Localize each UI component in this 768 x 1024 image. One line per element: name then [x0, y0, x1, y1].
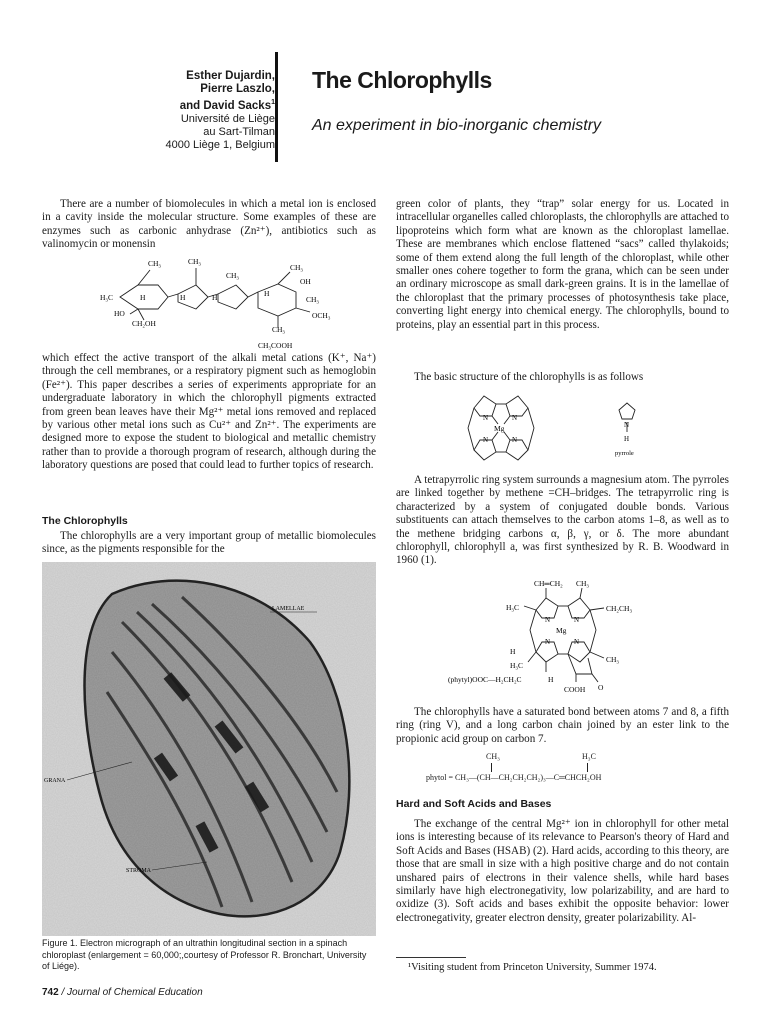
porphyrin-n: N: [483, 436, 489, 444]
author-footnote-marker: 1: [271, 99, 275, 106]
monensin-label: CH₃: [188, 257, 202, 266]
porphyrin-n: N: [483, 414, 489, 422]
article-subtitle: An experiment in bio-inorganic chemistry: [312, 117, 602, 134]
monensin-label: H: [140, 293, 146, 302]
micrograph-label-grana: GRANA: [44, 778, 66, 784]
monensin-label: CH₃: [226, 271, 240, 280]
right-paragraph-5: The exchange of the central Mg²⁺ ion in chlorophyll for other metal ions is interesting because of its relevance to Pearson's theory of Hard and Soft Acids and Bases (HSAB) (2). Hard acids, according to this theory, are those that are small in size with a high positive charge and do not contain unshared pairs of electrons in their valence shells, while hard bases similarly have high electronegativity, low polarizability, and are hard to oxidize (3). Soft acids and bases exhibit the opposite behavior: lower electronegativity, greater electron density, greater polarizability. Al-: [396, 818, 729, 924]
chl-label: CH═CH₂: [534, 579, 563, 588]
section-heading-hsab: Hard and Soft Acids and Bases: [396, 798, 552, 810]
monensin-label: H: [212, 293, 218, 302]
monensin-label: H₃C: [100, 293, 114, 302]
porphyrin-mg: Mg: [494, 424, 505, 433]
affiliation-2: au Sart-Tilman: [203, 125, 275, 138]
author-3: [100, 96, 275, 113]
chl-label: H: [510, 647, 516, 656]
monensin-label: CH₃: [148, 259, 162, 268]
author-block: [100, 70, 275, 152]
chl-label: CH₃: [606, 655, 620, 664]
figure-1-caption: Figure 1. Electron micrograph of an ultrathin longitudinal section in a spinach chloroplast (enlargement = 60,000;,courtesy of Professor R. Bronchart, University of Liége).: [42, 938, 367, 971]
intro-paragraph-continued: which effect the active transport of the alkali metal cations (K⁺, Na⁺) through the cell membranes, or a respiratory pigment such as hemoglobin (Fe²⁺). This paper describes a series of experiments appropriate for an undergraduate laboratory in which the chlorophyll pigments extracted from green bean leaves have their Mg²⁺ metal ions removed and replaced by various other metal ions such as Cu²⁺ and Zn²⁺. The experiments are designed more to expose the student to biological and metallic chemistry rather than to provide a thorough program of research, although during the laboratory questions are posed that could lead to further topics of research.: [42, 352, 376, 472]
monensin-label: CH₂OH: [132, 319, 156, 328]
chl-label: H: [548, 675, 554, 684]
section-heading-chlorophylls: The Chlorophylls: [42, 515, 128, 527]
phytol-ch3: CH₃: [486, 752, 500, 761]
page-number: 742: [42, 987, 59, 998]
right-paragraph-3: A tetrapyrrolic ring system surrounds a magnesium atom. The pyrroles are linked together by methene =CH–bridges. The tetrapyrrolic ring is characterized by a system of conjugated double bonds. Various substituents can attach themselves to the carbon atoms 1–8, as well as to the methene bridging carbons α, β, γ, or δ. The more abundant chlorophyll, chlorophyll a, was first synthesized by R. B. Woodward in 1960 (1).: [396, 474, 729, 567]
chl-label: N: [545, 616, 551, 624]
right-paragraph-2: The basic structure of the chlorophylls is as follows: [414, 371, 644, 383]
author-2: Pierre Laszlo,: [200, 83, 275, 95]
footnote-rule: [396, 957, 466, 958]
chl-label: CH₃: [576, 579, 590, 588]
affiliation-3: 4000 Liège 1, Belgium: [165, 138, 275, 151]
chl-label: O: [598, 683, 604, 692]
pyrrole-structure: [606, 400, 656, 460]
chl-label: N: [574, 638, 580, 646]
chl-label: N: [545, 638, 551, 646]
header-divider: [275, 52, 278, 162]
journal-name: / Journal of Chemical Education: [61, 987, 203, 998]
chloroplast-micrograph: [42, 562, 376, 936]
footnote: ¹Visiting student from Princeton University, Summer 1974.: [408, 962, 657, 973]
page-footer: [42, 987, 203, 998]
chlorophylls-paragraph: The chlorophylls are a very important group of metallic biomolecules since, as the pigments responsible for the: [42, 530, 376, 556]
monensin-label: OCH₃: [312, 311, 331, 320]
phytol-bond: [491, 763, 492, 772]
monensin-label: CH₃: [272, 325, 286, 334]
pyrrole-h: H: [624, 435, 630, 443]
pyrrole-n: N: [624, 421, 630, 429]
phytol-bond: [587, 763, 588, 772]
chlorophyll-a-structure: [448, 578, 688, 704]
author-3-text: and David Sacks: [179, 99, 272, 112]
right-paragraph-1: green color of plants, they “trap” solar energy for us. Located in intracellular organelles called chloroplasts, the chlorophylls are attached to lipoproteins which form what are known as the chloroplast lamellae. These are membranes which enclose flattened “sacs” called thylakoids; some of them extend along the full length of the chloroplast, while other smaller ones cohere together to form the grana, which can be seen under an ordinary microscope as small dark-green grains. It is in the lamellae of the chloroplast that the primary processes of photosynthesis take place, converting light energy into chemical energy. The chlorophylls, bound to proteins, play an essential part in this process.: [396, 198, 729, 331]
monensin-structure: [100, 252, 345, 352]
chl-label: (phytyl)OOC—H₂CH₂C: [448, 675, 522, 684]
chl-label: COOH: [564, 685, 586, 694]
micrograph-label-lamellae: LAMELLAE: [272, 606, 305, 612]
monensin-label: OH: [300, 277, 311, 286]
author-1: Esther Dujardin,: [186, 70, 275, 82]
monensin-label: CH₃COOH: [258, 341, 293, 350]
chl-label: CH₂CH₃: [606, 604, 633, 613]
chl-label: N: [574, 616, 580, 624]
micrograph-label-stroma: STROMA: [126, 868, 152, 874]
article-title: The Chlorophylls: [312, 67, 492, 93]
intro-paragraph: There are a number of biomolecules in which a metal ion is enclosed in a cavity inside the molecular structure. Some examples of these are enzymes such as carbonic anhydrase (Zn²⁺), antibiotics such as valinomycin or monensin: [42, 198, 376, 251]
monensin-label: HO: [114, 309, 125, 318]
porphyrin-structure: [446, 386, 556, 470]
monensin-label: H: [180, 293, 186, 302]
monensin-label: CH₃: [290, 263, 304, 272]
pyrrole-label: pyrrole: [615, 450, 634, 457]
phytol-h3c: H₃C: [582, 752, 596, 761]
chl-label: H₃C: [510, 661, 524, 670]
chl-label: H₃C: [506, 603, 520, 612]
monensin-label: H: [264, 289, 270, 298]
porphyrin-n: N: [512, 436, 518, 444]
chl-label: Mg: [556, 626, 567, 635]
phytol-formula: phytol = CH₃—(CH—CH₂CH₂CH₂)₃—C═CHCH₂OH: [426, 773, 602, 782]
affiliation-1: Université de Liège: [180, 112, 275, 125]
monensin-label: CH₃: [306, 295, 320, 304]
right-paragraph-4: The chlorophylls have a saturated bond between atoms 7 and 8, a fifth ring (ring V), and a long carbon chain joined by an ester link to the propionic acid group on carbon 7.: [396, 706, 729, 745]
porphyrin-n: N: [512, 414, 518, 422]
